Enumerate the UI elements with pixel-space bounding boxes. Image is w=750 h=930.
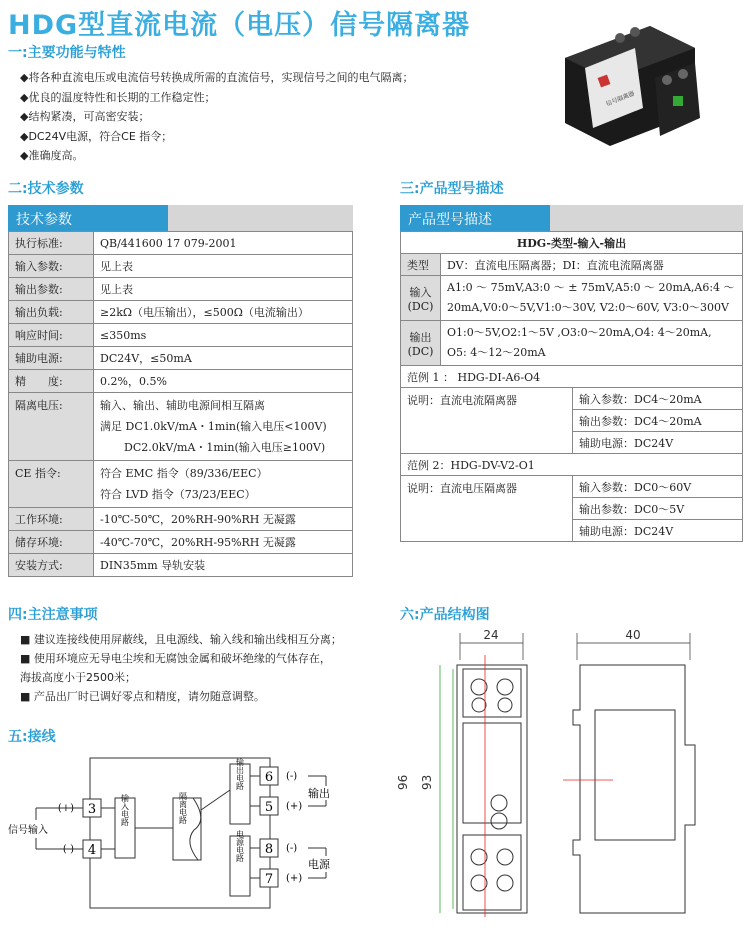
example-param: 辅助电源：DC24V bbox=[573, 432, 743, 454]
example-desc: 说明：直流电流隔离器 bbox=[401, 388, 573, 454]
tech-value: QB/441600 17 079-2001 bbox=[94, 232, 353, 255]
dim-96: 96 bbox=[396, 774, 410, 790]
tech-label: 储存环境: bbox=[9, 531, 94, 554]
ce-line: 符合 LVD 指令（73/23/EEC） bbox=[100, 488, 256, 501]
model-table bbox=[400, 205, 743, 542]
tech-label: 输出负载: bbox=[9, 301, 94, 324]
model-value bbox=[441, 321, 743, 366]
tech-value: ≤350ms bbox=[94, 324, 353, 347]
plus-label: (+) bbox=[286, 801, 303, 812]
example-param: 输入参数：DC0～60V bbox=[573, 476, 743, 498]
model-label: 类型 bbox=[401, 254, 441, 276]
plus-label: (+) bbox=[57, 803, 74, 814]
tech-value: -40℃-70℃，20%RH-95%RH 无凝露 bbox=[94, 531, 353, 554]
ce-line: 符合 EMC 指令（89/336/EEC） bbox=[100, 467, 268, 480]
out-line: O1:0～5V,O2:1～5V ,O3:0～20mA,O4: 4～20mA, bbox=[447, 326, 712, 339]
tech-value bbox=[94, 393, 353, 461]
feature-item: ◆结构紧凑，可高密安装； bbox=[20, 110, 150, 123]
model-label: 输入(DC) bbox=[401, 276, 441, 321]
tech-label: CE 指令: bbox=[9, 461, 94, 508]
terminal-3: 3 bbox=[87, 802, 97, 817]
feature-item: ◆准确度高。 bbox=[20, 149, 84, 162]
example-1: 范例 1 ： HDG-DI-A6-O4 bbox=[401, 366, 743, 388]
input-circuit-label: 输入电路 bbox=[120, 794, 130, 826]
model-value: DV：直流电压隔离器；DI：直流电流隔离器 bbox=[441, 254, 743, 276]
tech-label: 响应时间: bbox=[9, 324, 94, 347]
section-tech-title: 二:技术参数 bbox=[8, 181, 84, 197]
tech-label: 输入参数: bbox=[9, 255, 94, 278]
power-circuit-label: 电源电路 bbox=[235, 830, 245, 862]
minus-label: (-) bbox=[62, 844, 74, 855]
model-value bbox=[441, 276, 743, 321]
power-label: 电源 bbox=[308, 858, 330, 871]
feature-item: ◆优良的温度特性和长期的工作稳定性； bbox=[20, 90, 216, 104]
iso-line: 输入、输出、辅助电源间相互隔离 bbox=[100, 399, 265, 412]
isolation-circuit-label: 隔离电路 bbox=[178, 792, 188, 824]
features-list bbox=[20, 68, 413, 166]
tech-value bbox=[94, 461, 353, 508]
example-param: 辅助电源：DC24V bbox=[573, 520, 743, 542]
tech-value: 见上表 bbox=[94, 255, 353, 278]
device-label: 信号隔离器 bbox=[605, 90, 636, 108]
note-item: ■ 产品出厂时已调好零点和精度，请勿随意调整。 bbox=[20, 690, 265, 703]
minus-label: (-) bbox=[286, 771, 298, 782]
tech-label: 隔离电压: bbox=[9, 393, 94, 461]
in-line: A1:0 ～ 75mV,A3:0 ～ ± 75mV,A5:0 ～ 20mA,A6:4 ～ bbox=[447, 281, 735, 294]
structure-drawing bbox=[385, 625, 745, 925]
output-label: 输出 bbox=[308, 787, 330, 800]
tech-label: 工作环境: bbox=[9, 508, 94, 531]
section-notes-title: 四:主注意事项 bbox=[8, 607, 98, 623]
signal-input-label: 信号输入 bbox=[8, 825, 48, 836]
notes-list bbox=[20, 630, 342, 706]
terminal-8: 8 bbox=[264, 842, 274, 857]
terminal-7: 7 bbox=[264, 872, 274, 887]
feature-item: ◆将各种直流电压或电流信号转换成所需的直流信号，实现信号之间的电气隔离； bbox=[20, 71, 414, 84]
tech-label: 辅助电源: bbox=[9, 347, 94, 370]
tech-table-header: 技术参数 bbox=[8, 205, 168, 231]
page-title: HDG型直流电流（电压）信号隔离器 bbox=[8, 10, 471, 41]
terminal-6: 6 bbox=[264, 770, 274, 785]
note-item: ■ 使用环境应无导电尘埃和无腐蚀金属和破坏绝缘的气体存在， bbox=[20, 652, 331, 665]
plus-label: (+) bbox=[286, 873, 303, 884]
tech-value: 0.2%，0.5% bbox=[94, 370, 353, 393]
dim-24: 24 bbox=[483, 628, 499, 642]
tech-value: ≥2kΩ（电压输出），≤500Ω（电流输出） bbox=[94, 301, 353, 324]
tech-value: DC24V，≤50mA bbox=[94, 347, 353, 370]
tech-label: 执行标准: bbox=[9, 232, 94, 255]
note-item: 海拔高度小于2500米； bbox=[20, 671, 136, 684]
tech-label: 输出参数: bbox=[9, 278, 94, 301]
tech-value: -10℃-50℃，20%RH-90%RH 无凝露 bbox=[94, 508, 353, 531]
tech-label: 安装方式: bbox=[9, 554, 94, 577]
tech-label: 精 度: bbox=[9, 370, 94, 393]
iso-line: 满足 DC1.0kV/mA・1min(输入电压<100V) bbox=[100, 420, 327, 433]
example-param: 输入参数：DC4～20mA bbox=[573, 388, 743, 410]
minus-label: (-) bbox=[286, 843, 298, 854]
section-structure-title: 六:产品结构图 bbox=[400, 607, 490, 623]
out-line: O5: 4～12～20mA bbox=[447, 346, 546, 359]
model-label: 输出(DC) bbox=[401, 321, 441, 366]
device-photo bbox=[555, 18, 715, 153]
tech-value: 见上表 bbox=[94, 278, 353, 301]
example-desc: 说明：直流电压隔离器 bbox=[401, 476, 573, 542]
example-2: 范例 2：HDG-DV-V2-O1 bbox=[401, 454, 743, 476]
note-item: ■ 建议连接线使用屏蔽线，且电源线、输入线和输出线相互分离； bbox=[20, 633, 342, 646]
tech-table bbox=[8, 205, 353, 577]
example-param: 输出参数：DC4～20mA bbox=[573, 410, 743, 432]
section-features-title: 一:主要功能与特性 bbox=[8, 45, 126, 61]
section-model-title: 三:产品型号描述 bbox=[400, 181, 504, 197]
model-format: HDG-类型-输入-输出 bbox=[401, 232, 743, 254]
dim-93: 93 bbox=[420, 774, 434, 790]
tech-value: DIN35mm 导轨安装 bbox=[94, 554, 353, 577]
model-table-header: 产品型号描述 bbox=[400, 205, 550, 231]
example-param: 输出参数：DC0～5V bbox=[573, 498, 743, 520]
in-line: 20mA,V0:0～5V,V1:0～30V, V2:0～60V, V3:0～300V bbox=[447, 301, 729, 314]
output-circuit-label: 输出电路 bbox=[235, 758, 245, 790]
feature-item: ◆DC24V电源，符合CE 指令； bbox=[20, 129, 173, 143]
section-wiring-title: 五:接线 bbox=[8, 729, 56, 745]
iso-line: DC2.0kV/mA・1min(输入电压≥100V) bbox=[124, 441, 326, 454]
terminal-5: 5 bbox=[264, 800, 274, 815]
terminal-4: 4 bbox=[87, 843, 97, 858]
dim-40: 40 bbox=[625, 628, 641, 642]
wiring-diagram bbox=[8, 750, 343, 920]
